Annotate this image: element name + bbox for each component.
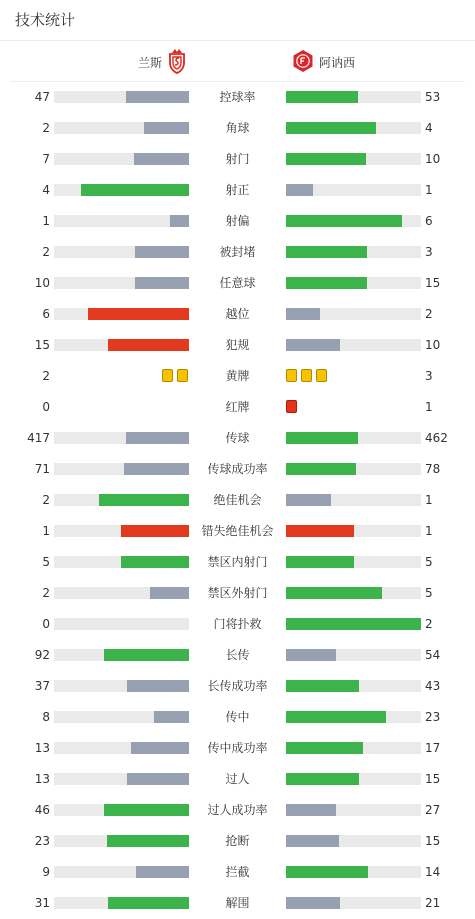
away-stat-value: 15 [425,276,441,290]
stat-label: 长传成功率 [207,679,268,693]
home-stat-value: 2 [42,121,50,135]
home-stat-bar [134,153,189,165]
away-stat-bar [286,339,340,351]
home-stat-bar [144,122,189,134]
fc-annecy-crest-icon [292,49,314,76]
away-stat-value: 43 [425,679,441,693]
home-stat-value: 6 [42,307,50,321]
home-stat-bar-track [54,618,189,630]
home-stat-bar [121,556,189,568]
home-stat-bar [127,773,189,785]
yellow-card-icon [162,369,173,382]
stat-label: 犯规 [225,338,250,352]
away-stat-bar [286,556,354,568]
away-stat-bar [286,432,358,444]
yellow-card-icon [316,369,327,382]
away-stat-bar-track [286,897,421,909]
home-stat-bar [108,339,189,351]
stat-row [0,577,475,608]
page-title: 技术统计 [15,11,76,29]
away-stat-bar [286,525,354,537]
stat-row [0,174,475,205]
stat-row [0,856,475,887]
home-stat-bar-track [54,122,189,134]
away-cards [286,400,301,414]
home-stat-bar [121,525,189,537]
stat-label: 拦截 [225,865,250,879]
away-stat-bar-track [286,680,421,692]
stat-label: 被封堵 [219,245,256,259]
away-stat-value: 1 [425,400,433,414]
home-stat-bar-track [54,897,189,909]
stat-label: 抢断 [225,834,250,848]
home-stat-value: 7 [42,152,50,166]
stat-row [0,298,475,329]
stat-row [0,701,475,732]
stat-row [0,763,475,794]
away-stat-bar-track [286,215,421,227]
home-stat-bar-track [54,835,189,847]
home-stat-value: 46 [34,803,50,817]
away-stat-bar [286,711,386,723]
home-stat-bar-track [54,277,189,289]
stat-row [0,329,475,360]
away-stat-bar [286,897,340,909]
away-team[interactable] [292,49,355,75]
away-stat-bar-track [286,122,421,134]
away-stat-value: 17 [425,741,441,755]
home-stat-bar-track [54,587,189,599]
stat-label: 射偏 [225,214,250,228]
home-stat-bar-track [54,742,189,754]
stat-row [0,267,475,298]
home-stat-value: 13 [34,772,50,786]
away-stat-bar-track [286,742,421,754]
away-stat-value: 15 [425,834,441,848]
stat-label: 错失绝佳机会 [201,524,274,538]
away-stat-bar-track [286,835,421,847]
away-stat-value: 54 [425,648,441,662]
home-stat-value: 1 [42,214,50,228]
away-stat-bar [286,618,421,630]
stat-row [0,887,475,918]
away-stat-value: 2 [425,307,433,321]
stat-label: 射门 [225,152,250,166]
home-stat-bar [88,308,189,320]
away-stat-bar-track [286,804,421,816]
stat-row [0,112,475,143]
stat-row [0,732,475,763]
home-stat-bar-track [54,246,189,258]
home-cards [158,369,188,383]
stat-row [0,608,475,639]
home-stat-bar [104,649,189,661]
away-stat-bar-track [286,246,421,258]
away-stat-bar [286,91,358,103]
stat-row [0,236,475,267]
away-stat-bar [286,835,339,847]
away-stat-value: 78 [425,462,441,476]
away-stat-bar-track [286,587,421,599]
home-stat-value: 9 [42,865,50,879]
home-stat-bar [107,835,189,847]
stat-row [0,360,475,391]
away-stat-bar [286,804,336,816]
stade-de-reims-crest-icon [168,48,186,77]
away-stat-bar-track [286,618,421,630]
away-stat-bar-track [286,339,421,351]
away-stat-bar-track [286,525,421,537]
away-stat-bar-track [286,866,421,878]
away-stat-bar [286,494,331,506]
stat-label: 传中成功率 [207,741,268,755]
away-stat-bar-track [286,277,421,289]
away-stat-bar-track [286,91,421,103]
home-stat-bar-track [54,184,189,196]
stat-label: 任意球 [219,276,256,290]
home-stat-value: 10 [34,276,50,290]
home-stat-bar-track [54,308,189,320]
away-cards [286,369,331,383]
away-stat-value: 1 [425,183,433,197]
home-stat-bar-track [54,649,189,661]
home-stat-value: 1 [42,524,50,538]
stat-row [0,143,475,174]
away-stat-bar [286,122,376,134]
away-stat-value: 3 [425,245,433,259]
away-stat-value: 3 [425,369,433,383]
away-stat-bar [286,742,363,754]
home-stat-bar-track [54,215,189,227]
away-stat-value: 21 [425,896,441,910]
home-stat-value: 4 [42,183,50,197]
home-stat-value: 2 [42,493,50,507]
home-stat-value: 92 [34,648,50,662]
home-stat-bar [108,897,189,909]
away-stat-value: 15 [425,772,441,786]
stat-row [0,794,475,825]
yellow-card-icon [286,369,297,382]
home-stat-bar [81,184,189,196]
stat-label: 传中 [225,710,250,724]
home-stat-bar-track [54,556,189,568]
away-stat-bar [286,246,367,258]
away-stat-value: 1 [425,524,433,538]
home-stat-value: 0 [42,400,50,414]
home-stat-bar [154,711,189,723]
stat-label: 角球 [225,121,250,135]
home-stat-bar-track [54,494,189,506]
yellow-card-icon [301,369,312,382]
home-stat-bar [124,463,189,475]
away-stat-value: 10 [425,338,441,352]
home-stat-bar-track [54,804,189,816]
home-stat-value: 15 [34,338,50,352]
home-stat-bar [170,215,189,227]
home-stat-bar-track [54,339,189,351]
home-stat-value: 2 [42,369,50,383]
away-stat-value: 1 [425,493,433,507]
away-stat-bar-track [286,773,421,785]
away-stat-bar-track [286,432,421,444]
stats-header [0,0,475,41]
home-stat-value: 5 [42,555,50,569]
away-stat-bar-track [286,184,421,196]
stat-label: 传球 [225,431,250,445]
home-stat-value: 417 [27,431,50,445]
away-stat-bar [286,773,359,785]
away-team-name: 阿讷西 [319,55,356,70]
home-stat-bar-track [54,680,189,692]
away-stat-value: 10 [425,152,441,166]
yellow-card-icon [177,369,188,382]
away-stat-value: 2 [425,617,433,631]
stat-label: 过人 [225,772,250,786]
stat-row [0,205,475,236]
home-stat-value: 31 [34,896,50,910]
home-stat-bar [126,432,189,444]
home-stat-value: 47 [34,90,50,104]
stat-row [0,484,475,515]
home-stat-bar [126,91,189,103]
home-stat-bar-track [54,153,189,165]
teams-row [10,41,465,82]
away-stat-bar [286,277,367,289]
stat-row [0,422,475,453]
home-stat-value: 23 [34,834,50,848]
away-stat-bar-track [286,556,421,568]
stat-row [0,453,475,484]
home-stat-value: 2 [42,586,50,600]
away-stat-value: 462 [425,431,448,445]
away-stat-value: 23 [425,710,441,724]
home-stat-bar [135,277,189,289]
home-stat-value: 0 [42,617,50,631]
away-stat-bar [286,680,359,692]
home-stat-bar-track [54,773,189,785]
stat-label: 黄牌 [225,369,250,383]
away-stat-value: 5 [425,555,433,569]
stat-label: 门将扑救 [213,617,262,631]
stat-row [0,515,475,546]
home-stat-bar [104,804,189,816]
stat-row [0,391,475,422]
stat-label: 禁区内射门 [207,555,268,569]
stat-row [0,81,475,112]
away-stat-value: 53 [425,90,441,104]
away-stat-bar [286,866,368,878]
home-stat-value: 2 [42,245,50,259]
away-stat-bar [286,215,402,227]
home-stat-value: 37 [34,679,50,693]
stat-label: 越位 [225,307,250,321]
stat-label: 控球率 [219,90,256,104]
home-stat-bar-track [54,91,189,103]
home-stat-bar [136,866,189,878]
away-stat-bar-track [286,463,421,475]
away-stat-bar [286,587,382,599]
stat-label: 过人成功率 [207,803,268,817]
home-team[interactable] [138,49,186,75]
away-stat-value: 14 [425,865,441,879]
red-card-icon [286,400,297,413]
stat-row [0,825,475,856]
stat-label: 禁区外射门 [207,586,268,600]
stat-label: 传球成功率 [207,462,268,476]
home-stat-bar [127,680,189,692]
home-stat-bar-track [54,866,189,878]
away-stat-bar [286,153,366,165]
home-stat-bar-track [54,463,189,475]
stat-label: 解围 [225,896,250,910]
home-stat-bar [150,587,189,599]
home-stat-value: 13 [34,741,50,755]
away-stat-bar-track [286,711,421,723]
stat-row [0,546,475,577]
home-team-name: 兰斯 [138,55,163,70]
home-stat-bar [99,494,189,506]
home-stat-bar-track [54,525,189,537]
home-stat-bar [131,742,189,754]
away-stat-bar [286,184,313,196]
stat-row [0,639,475,670]
home-stat-value: 71 [34,462,50,476]
away-stat-bar-track [286,649,421,661]
stat-label: 红牌 [225,400,250,414]
stat-label: 长传 [225,648,250,662]
away-stat-bar-track [286,494,421,506]
home-stat-value: 8 [42,710,50,724]
stat-label: 射正 [225,183,250,197]
stat-row [0,670,475,701]
away-stat-bar [286,463,356,475]
home-stat-bar [135,246,189,258]
home-stat-bar-track [54,711,189,723]
stat-label: 绝佳机会 [213,493,262,507]
away-stat-value: 6 [425,214,433,228]
away-stat-bar-track [286,308,421,320]
away-stat-bar [286,308,320,320]
away-stat-bar-track [286,153,421,165]
away-stat-value: 5 [425,586,433,600]
away-stat-value: 4 [425,121,433,135]
home-stat-bar-track [54,432,189,444]
away-stat-bar [286,649,336,661]
away-stat-value: 27 [425,803,441,817]
